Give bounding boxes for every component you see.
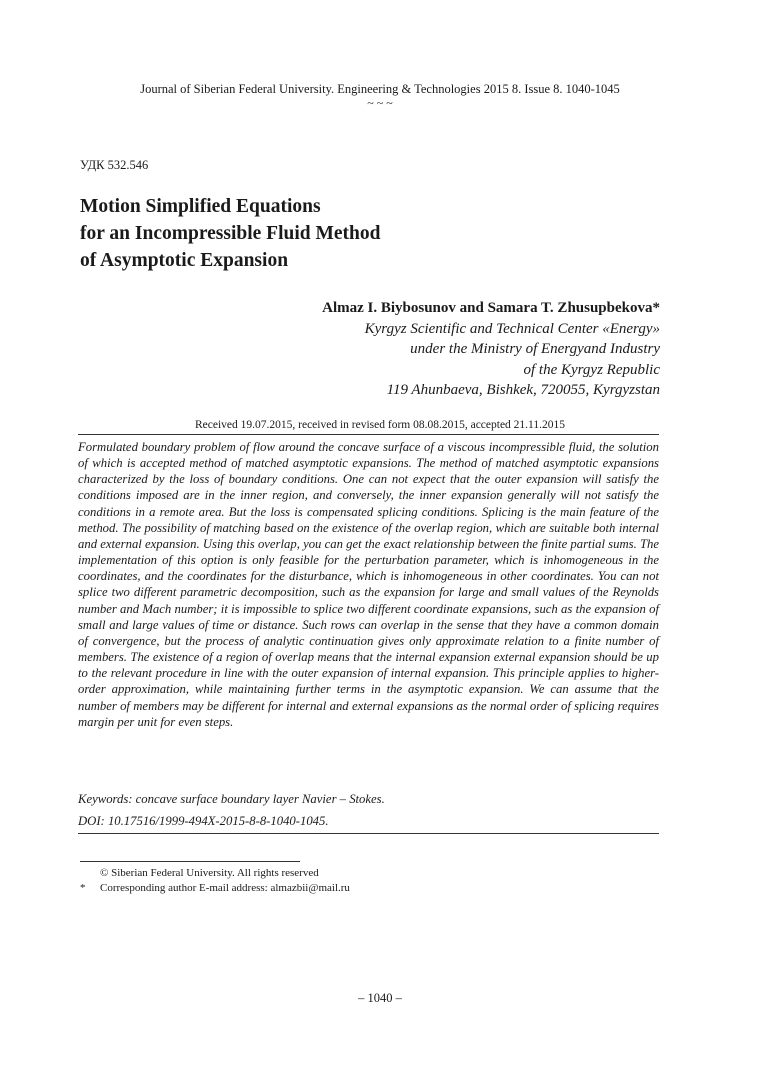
affiliation-line: Kyrgyz Scientific and Technical Center «Energy»	[364, 320, 660, 337]
abstract-bottom-rule	[78, 833, 659, 834]
received-dates: Received 19.07.2015, received in revised form 08.08.2015, accepted 21.11.2015	[194, 419, 566, 431]
header-ornament: ~ ~ ~	[367, 96, 393, 110]
corresponding-author-text: Corresponding author E-mail address: almazbii@mail.ru	[100, 882, 350, 894]
title-line: for an Incompressible Fluid Method	[80, 223, 381, 244]
paper-title	[80, 193, 380, 274]
author-names: Almaz I. Biybosunov and Samara T. Zhusupbekova*	[322, 300, 660, 316]
affiliation-line: 119 Ahunbaeva, Bishkek, 720055, Kyrgyzstan	[386, 382, 660, 398]
keywords: Keywords: concave surface boundary layer Navier – Stokes.	[78, 792, 385, 806]
author-block	[322, 298, 660, 401]
affiliation-line: under the Ministry of Energyand Industry	[410, 341, 660, 357]
corresponding-footnote	[80, 881, 350, 895]
copyright-footnote: © Siberian Federal University. All rights reserved	[100, 867, 319, 879]
journal-header: Journal of Siberian Federal University. Engineering & Technologies 2015 8. Issue 8. 1040-1045	[140, 82, 620, 96]
affiliation-line: of the Kyrgyz Republic	[523, 361, 660, 378]
footnote-mark: *	[80, 882, 86, 894]
title-line: Motion Simplified Equations	[80, 196, 321, 217]
page-number: – 1040 –	[358, 991, 402, 1005]
abstract-text: Formulated boundary problem of flow around the concave surface of a viscous incompressible fluid, the solution of which is accepted method of matched asymptotic expansions. The method of matched asymptotic expansions characterized by the loss of boundary conditions. One can not expect that the outer expansion will satisfy the conditions imposed are in the inner region, and conversely, the inner expansion generally will not satisfy the conditions in a remote area. But the loss is compensated splicing conditions. Splicing is the main feature of the method. The possibility of matching based on the existence of the overlap region, which are suitable both internal and external expansion. Using this overlap, you can get the exact relationship between the finite partial sums. The implementation of this option is only feasible for the perturbation parameter, which is inhomogeneous in the coordinates, and the coordinates for the disturbance, which is inhomogeneous in other coordinates. You can not splice two different parametric decomposition, such as the expansion for large and small values of the Reynolds number and Mach number; it is impossible to splice two different coordinate expansions, such as the expansion of small and large values of time or distance. Such rows can overlap in the sense that they have a common domain of convergence, but the process of analytic continuation gives only approximate relation to a finite number of members. The existence of a region of overlap means that the internal expansion external expansion should be up to the relevant procedure in line with the outer expansion of internal expansion. This principle applies to higher-order approximation, while maintaining further terms in the asymptotic expansion. We can assume that the number of members may be different for internal and external expansions as the normal order of splicing requires margin per unit for even steps.	[78, 440, 659, 729]
udk-code: УДК 532.546	[80, 158, 149, 172]
footnote-rule	[80, 861, 300, 862]
abstract-top-rule	[78, 434, 659, 435]
title-line: of Asymptotic Expansion	[80, 250, 289, 271]
doi: DOI: 10.17516/1999-494X-2015-8-8-1040-1045.	[78, 814, 329, 828]
abstract	[78, 439, 659, 730]
